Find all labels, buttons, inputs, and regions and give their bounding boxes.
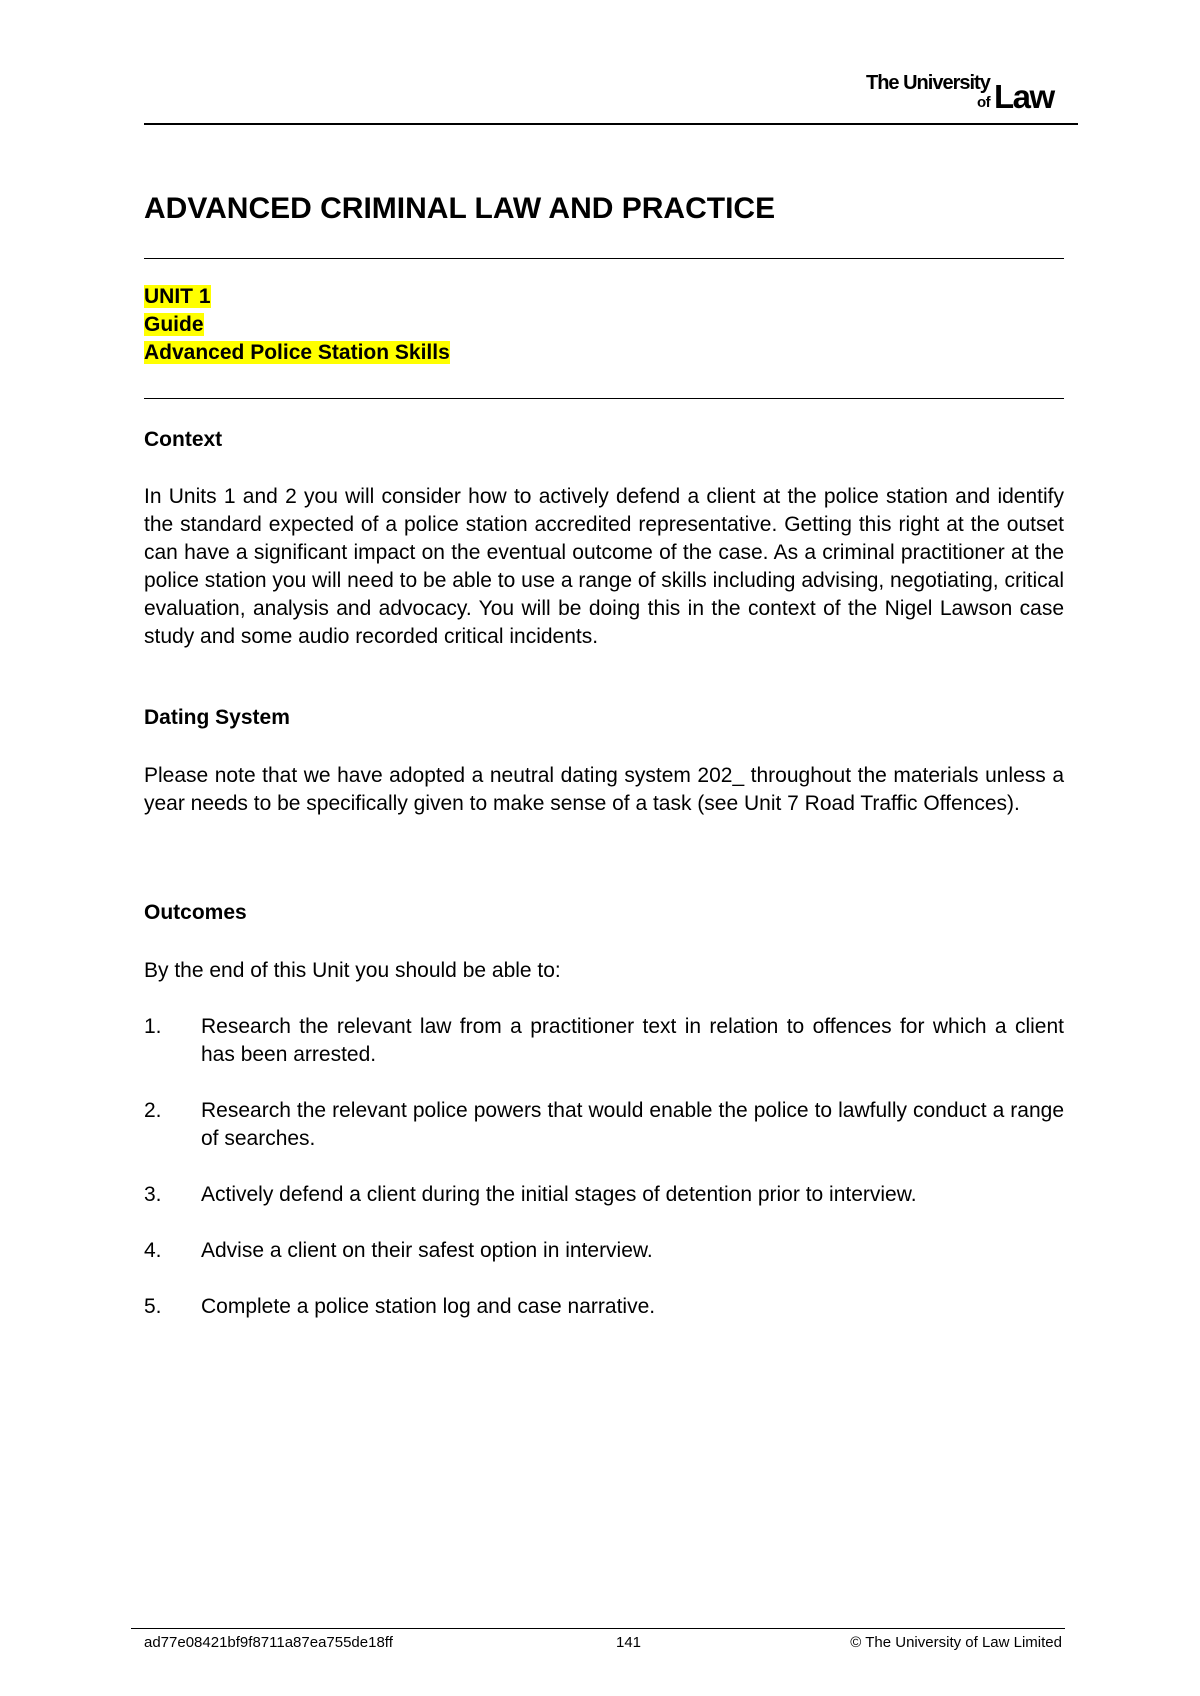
- context-body: In Units 1 and 2 you will consider how to actively defend a client at the police station and identify the standard expected of a police station accredited representative. Getting this right at the outset can have a significant impact on the eventual outcome of the case. As a criminal practitioner at the police station you will need to be able to use a range of skills including advising, negotiating, critical evaluation, analysis and advocacy. You will be doing this in the context of the Nigel Lawson case study and some audio recorded critical incidents.: [144, 485, 1064, 648]
- outcome-text: Research the relevant law from a practitioner text in relation to offences for which a client has been arrested.: [201, 1015, 1064, 1066]
- document-title: ADVANCED CRIMINAL LAW AND PRACTICE: [144, 192, 776, 225]
- outcome-number: 1.: [144, 1015, 162, 1038]
- outcome-number: 4.: [144, 1239, 162, 1262]
- outcome-text: Research the relevant police powers that would enable the police to lawfully conduct a range of searches.: [201, 1099, 1064, 1150]
- unit-number: UNIT 1: [144, 285, 211, 308]
- header-divider: [144, 123, 1078, 125]
- footer-copyright: © The University of Law Limited: [850, 1634, 1062, 1651]
- footer-document-id: ad77e08421bf9f8711a87ea755de18ff: [144, 1634, 393, 1651]
- unit-name: Advanced Police Station Skills: [144, 341, 450, 364]
- outcome-text: Advise a client on their safest option in interview.: [201, 1239, 653, 1262]
- outcome-text: Actively defend a client during the initial stages of detention prior to interview.: [201, 1183, 917, 1206]
- title-divider: [144, 258, 1064, 259]
- footer-page-number: 141: [616, 1634, 642, 1651]
- logo-text-university: The University: [866, 72, 990, 94]
- outcome-number: 2.: [144, 1099, 162, 1122]
- dating-system-body: Please note that we have adopted a neutral dating system 202_ throughout the materials unless a year needs to be specifically given to make sense of a task (see Unit 7 Road Traffic Offences).: [144, 764, 1064, 815]
- logo-text-law: Law: [994, 78, 1054, 115]
- university-of-law-logo: [866, 72, 1076, 115]
- outcomes-heading: Outcomes: [144, 901, 247, 924]
- footer-divider: [131, 1628, 1065, 1629]
- unit-divider: [144, 398, 1064, 399]
- logo-text-of: of: [977, 94, 991, 111]
- context-heading: Context: [144, 428, 223, 451]
- outcome-number: 5.: [144, 1295, 162, 1318]
- outcome-text: Complete a police station log and case narrative.: [201, 1295, 656, 1318]
- unit-type: Guide: [144, 313, 204, 336]
- outcomes-intro: By the end of this Unit you should be able to:: [144, 959, 561, 982]
- dating-system-heading: Dating System: [144, 706, 290, 729]
- outcome-number: 3.: [144, 1183, 162, 1206]
